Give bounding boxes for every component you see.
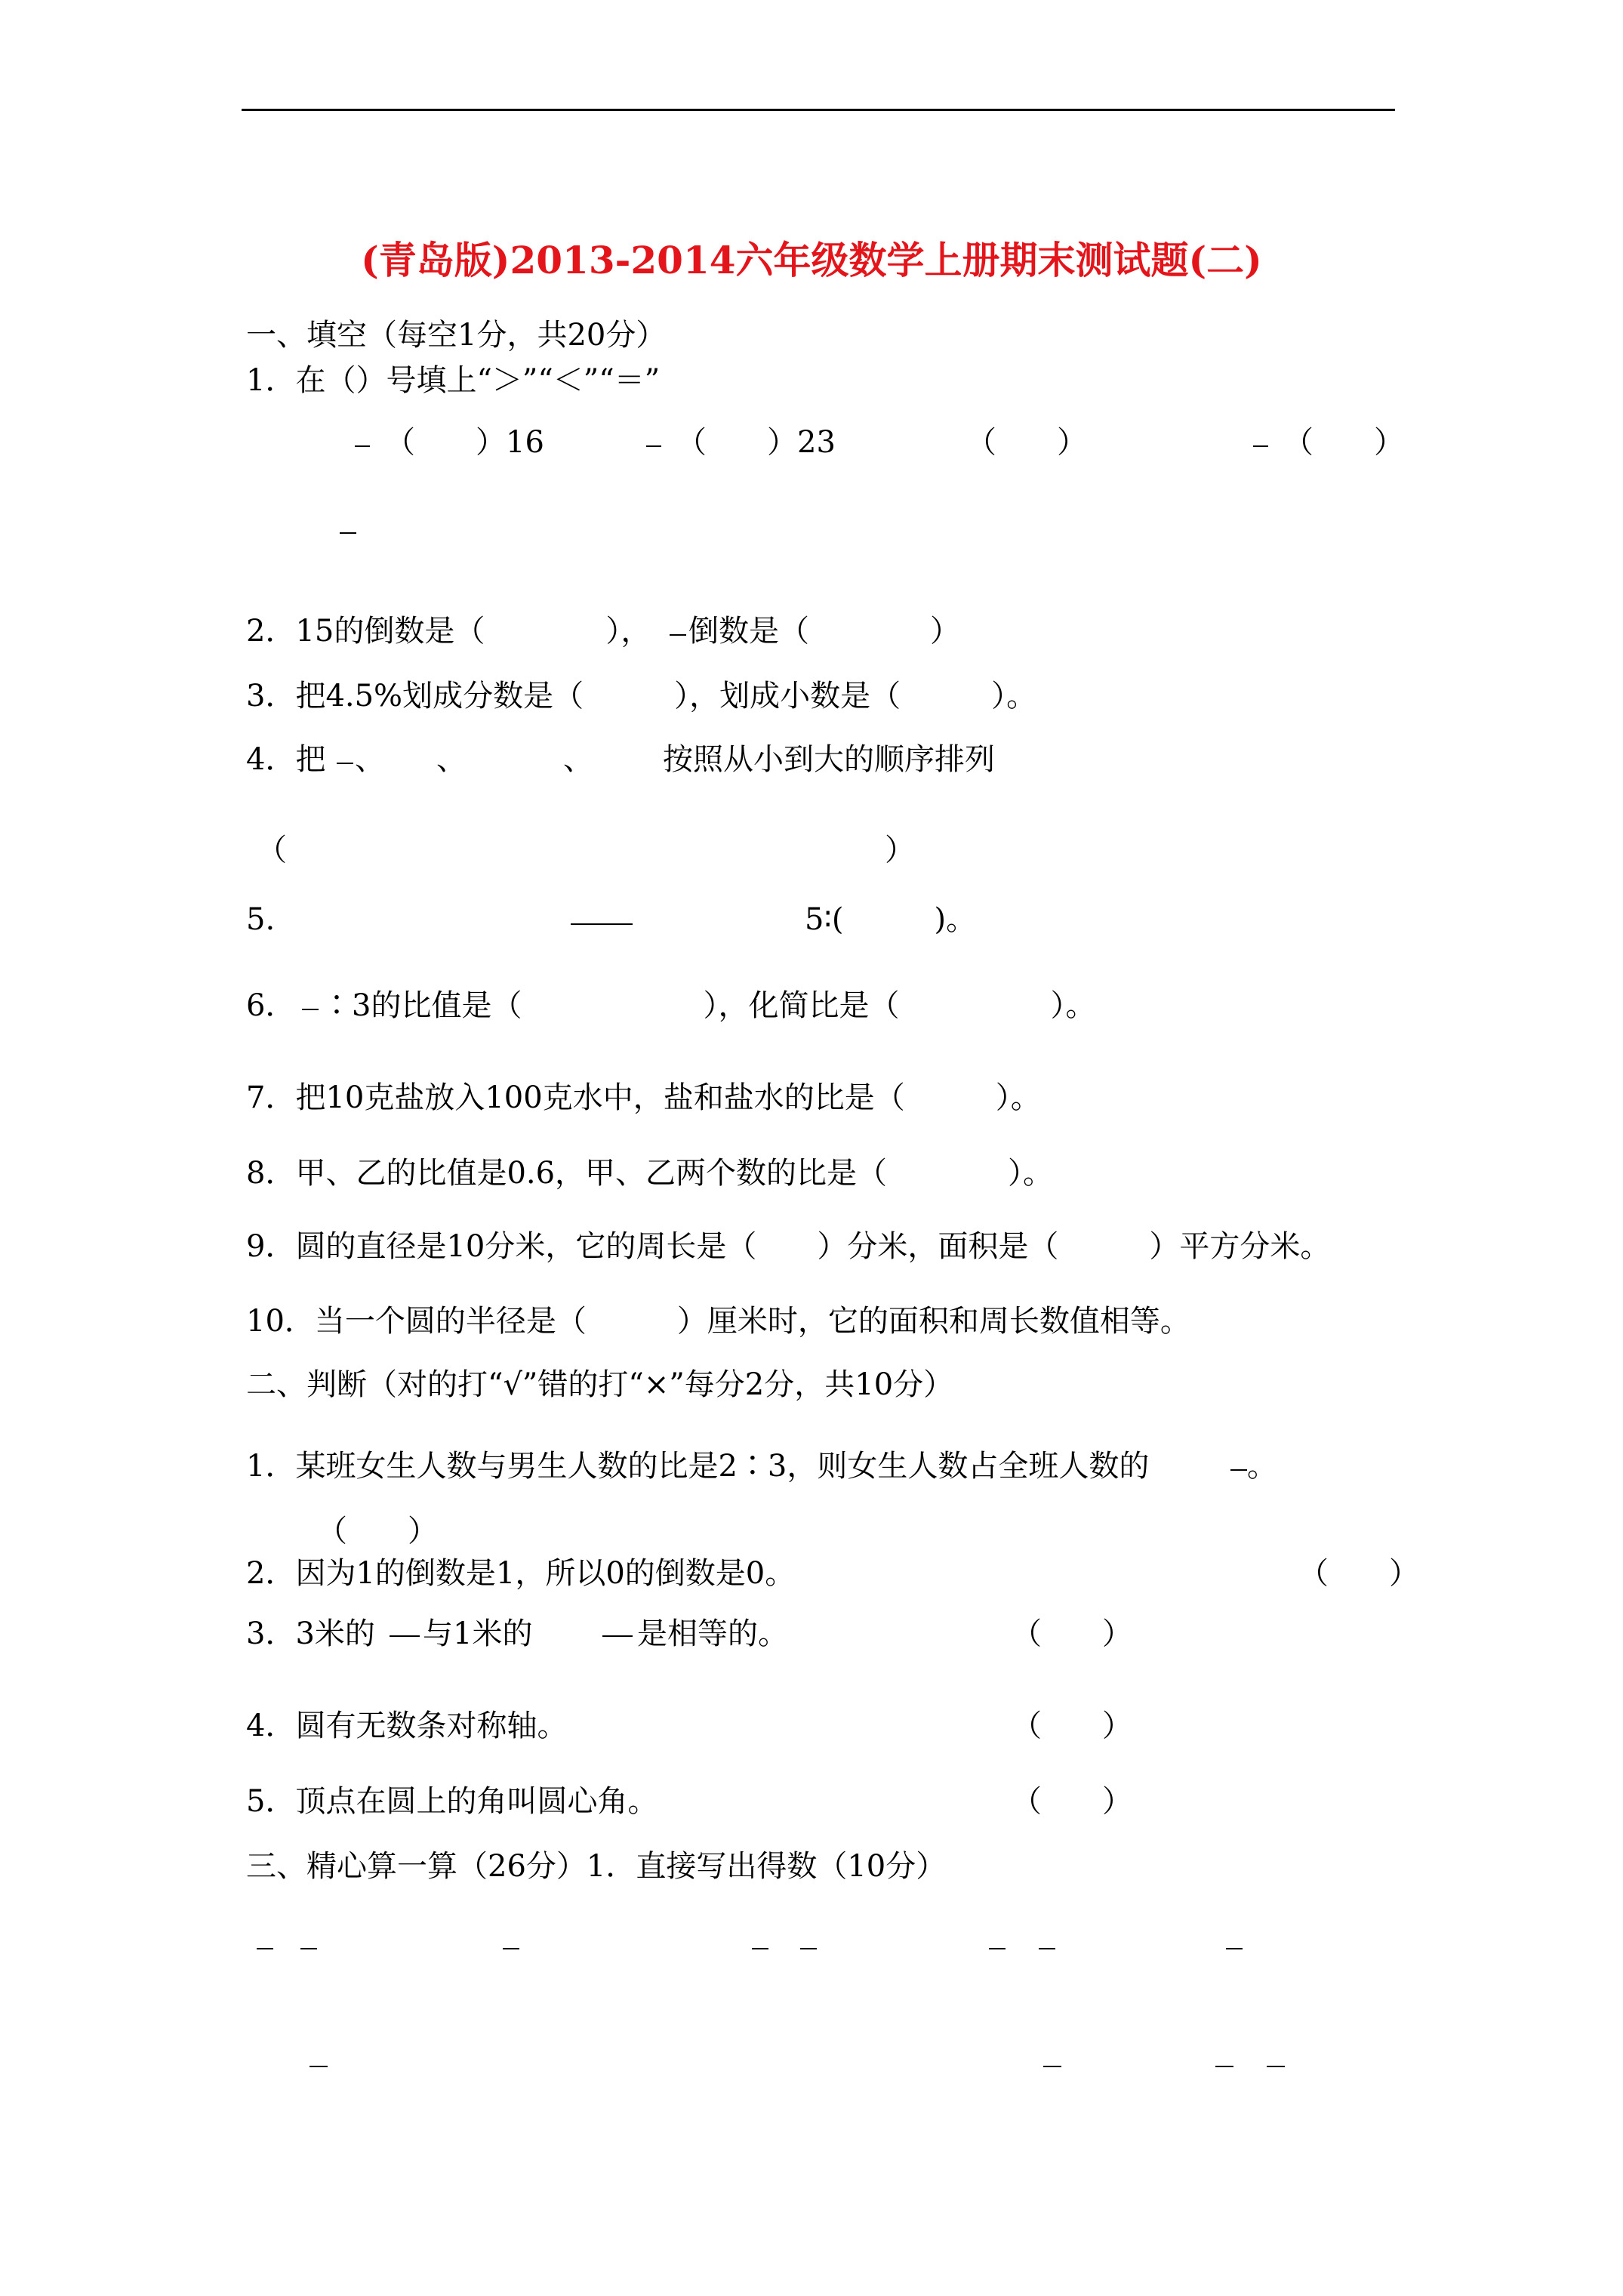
s1-q8: 8．甲、乙的比值是0.6，甲、乙两个数的比是（ ）。 (246, 1156, 1054, 1191)
fraction-bar (257, 1948, 273, 1949)
s1-q1-blank-1: （ ）16 (385, 425, 544, 460)
fraction-bar (310, 2066, 328, 2067)
fraction-bar (571, 923, 633, 925)
fraction-bar (300, 1948, 317, 1949)
fraction-bar (1226, 1948, 1243, 1949)
section3-heading: 三、精心算一算（26分）1．直接写出得数（10分） (246, 1849, 947, 1884)
s1-q10: 10．当一个圆的半径是（ ）厘米时，它的面积和周长数值相等。 (246, 1304, 1190, 1339)
header-rule (242, 109, 1395, 111)
s1-q2-part-a: 2．15的倒数是（ ）， (246, 614, 651, 649)
fraction-bar (989, 1948, 1006, 1949)
fraction-bar (1043, 2066, 1061, 2067)
s1-q9: 9．圆的直径是10分米，它的周长是（ ）分米，面积是（ ）平方分米。 (246, 1229, 1331, 1264)
section2-heading: 二、判断（对的打“√”错的打“×”每分2分，共10分） (246, 1367, 954, 1402)
s2-q3-answer: （ ） (1012, 1616, 1132, 1651)
s1-q5-tail: 5∶( )。 (805, 902, 977, 937)
fraction-bar (752, 1948, 768, 1949)
s1-q1-text: 1．在（）号填上“＞”“＜”“＝” (246, 363, 661, 398)
s1-q6-num: 6． (246, 988, 296, 1023)
fraction-bar (670, 634, 686, 636)
s1-q4-sep-1: 、 (355, 742, 385, 777)
s2-q5-text: 5．顶点在圆上的角叫圆心角。 (246, 1784, 658, 1819)
s2-q3-part-b: 与1米的 (423, 1616, 533, 1651)
s1-q4-sep-3: 、 (563, 742, 593, 777)
page-title: (青岛版)2013-2014六年级数学上册期末测试题(二) (361, 238, 1262, 282)
s2-q1-end: 。 (1247, 1449, 1277, 1484)
s2-q3-part-a: 3．3米的 (246, 1616, 375, 1651)
s1-q4-sep-2: 、 (436, 742, 467, 777)
s2-q4-text: 4．圆有无数条对称轴。 (246, 1709, 568, 1743)
s1-q4-answer-close: ） (885, 833, 915, 868)
s1-q4-answer-open: （ (257, 833, 287, 868)
s2-q4-answer: （ ） (1012, 1709, 1132, 1743)
s1-q1-blank-3: （ ） (966, 425, 1087, 460)
s2-q2-answer: （ ） (1298, 1556, 1419, 1591)
s2-q5-answer: （ ） (1012, 1784, 1132, 1819)
s2-q1-text: 1．某班女生人数与男生人数的比是2∶3，则女生人数占全班人数的 (246, 1449, 1150, 1484)
section1-heading: 一、填空（每空1分，共20分） (246, 318, 667, 353)
s1-q5-num: 5. (246, 902, 276, 937)
fraction-bar (1253, 445, 1268, 447)
s2-q2-text: 2．因为1的倒数是1，所以0的倒数是0。 (246, 1556, 796, 1591)
fraction-bar (503, 1948, 519, 1949)
fraction-bar (800, 1948, 817, 1949)
fraction-bar (602, 1635, 633, 1637)
fraction-bar (1215, 2066, 1233, 2067)
fraction-bar (340, 532, 356, 534)
s1-q3: 3．把4.5%划成分数是（ ），划成小数是（ ）。 (246, 679, 1037, 713)
fraction-bar (1267, 2066, 1285, 2067)
s2-q3-part-c: 是相等的。 (637, 1616, 788, 1651)
s1-q2-part-b: 倒数是（ ） (688, 614, 960, 649)
fraction-bar (337, 763, 353, 764)
s2-q1-answer: （ ） (317, 1514, 438, 1549)
fraction-bar (302, 1009, 319, 1010)
fraction-bar (646, 445, 661, 447)
s1-q7: 7．把10克盐放入100克水中，盐和盐水的比是（ ）。 (246, 1080, 1041, 1115)
s1-q4-num: 4．把 (246, 742, 326, 777)
fraction-bar (390, 1635, 420, 1637)
fraction-bar (355, 445, 370, 447)
s1-q1-blank-2: （ ）23 (676, 425, 836, 460)
s1-q1-blank-4: （ ） (1283, 425, 1404, 460)
fraction-bar (1230, 1469, 1247, 1471)
fraction-bar (1039, 1948, 1055, 1949)
s1-q6-tail: ∶3的比值是（ ），化简比是（ ）。 (322, 988, 1096, 1023)
s1-q4-tail: 按照从小到大的顺序排列 (663, 742, 995, 777)
